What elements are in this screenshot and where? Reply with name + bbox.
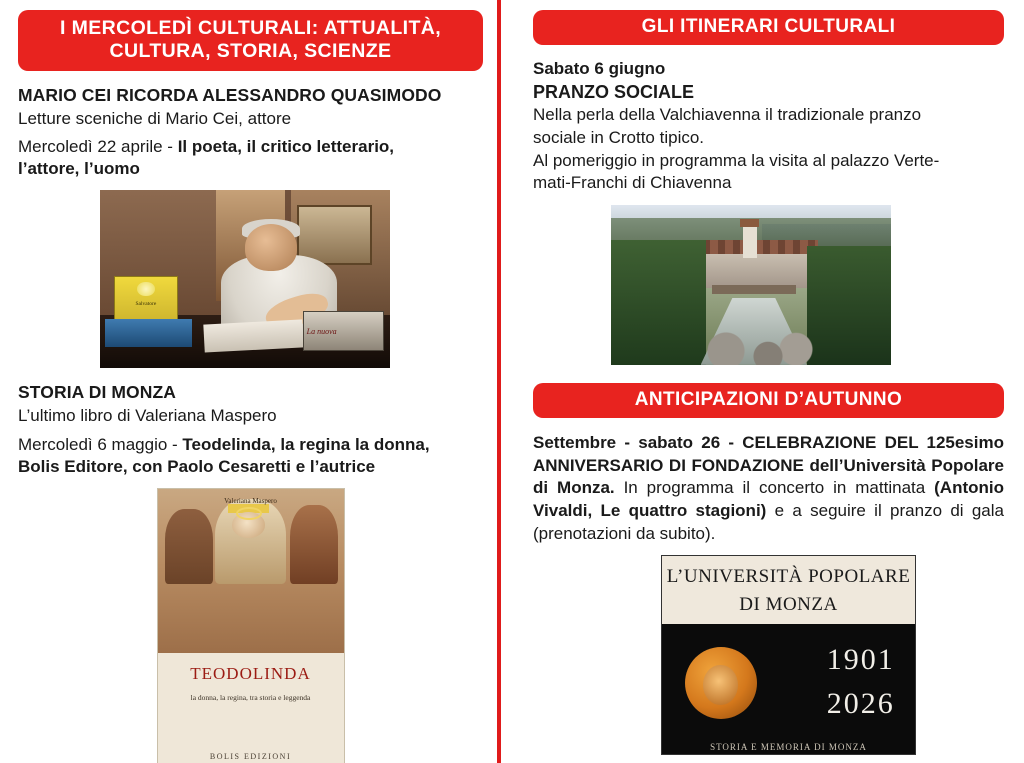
cover-author: Valeriana Maspero bbox=[224, 497, 277, 506]
event-storia-di-monza bbox=[18, 382, 483, 763]
event-date: Mercoledì 6 maggio - bbox=[18, 434, 183, 454]
event-date-line bbox=[18, 434, 483, 456]
teodolinda-book-cover bbox=[157, 488, 345, 763]
event-title: MARIO CEI RICORDA ALESSANDRO QUASIMODO bbox=[18, 85, 442, 105]
banner-itinerari-culturali: GLI ITINERARI CULTURALI bbox=[533, 10, 1004, 45]
event-mario-cei bbox=[18, 85, 483, 368]
event-title: PRANZO SOCIALE bbox=[533, 82, 695, 103]
poster-year-to: 2026 bbox=[826, 686, 895, 720]
photo-papers bbox=[203, 320, 303, 354]
event-description-line-3: Al pomeriggio in programma la visita al palazzo Verte- bbox=[533, 150, 940, 170]
cover-figure-left bbox=[165, 509, 213, 584]
photo-rooftops bbox=[695, 240, 818, 254]
right-column bbox=[505, 0, 1024, 763]
banner-line-2: CULTURA, STORIA, SCIENZE bbox=[109, 40, 392, 62]
photo-yellow-book-title: Salvatore bbox=[135, 300, 157, 307]
poster-year-from: 1901 bbox=[826, 643, 895, 677]
event-description-plain-1: In programma il concerto in mattinata bbox=[614, 478, 935, 498]
cover-subtitle: la donna, la regina, tra storia e leggenda bbox=[190, 692, 311, 702]
photo-rocks bbox=[684, 330, 824, 365]
event-subtitle: L’ultimo libro di Valeriana Maspero bbox=[18, 406, 277, 426]
photo-right-book bbox=[303, 311, 384, 350]
photo-right-book-label: La nuova bbox=[306, 327, 337, 337]
event-description-bold-1: Settembre - sabato 26 - CELEBRAZIONE DEL 125esimo ANNIVERSARIO DI FONDAZIONE dell’Università Popolare di Monza. bbox=[533, 433, 1004, 498]
event-date-line-2 bbox=[18, 158, 483, 180]
event-highlight: Teodelinda, la regina la donna, bbox=[182, 434, 430, 454]
universita-popolare-poster bbox=[661, 555, 916, 755]
poster-line-2: DI MONZA bbox=[739, 593, 838, 615]
cover-illustration bbox=[158, 489, 344, 653]
photo-bell-tower bbox=[743, 226, 757, 258]
event-description-line-4: mati-Franchi di Chiavenna bbox=[533, 173, 732, 193]
event-date-line-2 bbox=[18, 456, 483, 478]
event-subtitle: Letture sceniche di Mario Cei, attore bbox=[18, 109, 292, 128]
cover-publisher: BOLIS EDIZIONI bbox=[209, 751, 292, 761]
event-highlight: Il poeta, il critico letterario, bbox=[177, 137, 395, 157]
event-description-bold-2: (Antonio Vivaldi, Le quattro stagioni) bbox=[533, 478, 1004, 521]
event-pranzo-sociale bbox=[533, 59, 1004, 364]
event-title: STORIA DI MONZA bbox=[18, 382, 177, 403]
cover-figure-right bbox=[290, 505, 338, 584]
event-anticipazioni-autunno bbox=[533, 432, 1004, 755]
event-description-plain-2: e a seguire il pranzo di gala (prenotazioni da subito). bbox=[533, 501, 1004, 543]
cover-title: TEODOLINDA bbox=[190, 664, 311, 684]
photo-bridge bbox=[712, 285, 796, 295]
event-highlight-2: Bolis Editore, con Paolo Cesaretti e l’autrice bbox=[18, 456, 376, 476]
poster-medal-face bbox=[703, 665, 738, 705]
event-date: Mercoledì 22 aprile - bbox=[18, 137, 178, 157]
poster-line-1: L’UNIVERSITÀ POPOLARE bbox=[666, 566, 911, 588]
column-divider bbox=[497, 0, 501, 763]
event-description bbox=[533, 432, 1004, 545]
left-column bbox=[0, 0, 497, 763]
event-highlight-2: l’attore, l’uomo bbox=[18, 159, 140, 179]
event-description-line-1: Nella perla della Valchiavenna il tradizionale pranzo bbox=[533, 105, 922, 125]
event-date: Sabato 6 giugno bbox=[533, 59, 666, 79]
event-date-line bbox=[18, 136, 483, 158]
banner-anticipazioni-autunno: ANTICIPAZIONI D’AUTUNNO bbox=[533, 383, 1004, 418]
photo-blue-book bbox=[105, 319, 192, 347]
photo-yellow-book-circle bbox=[137, 282, 154, 296]
valchiavenna-village-photo bbox=[611, 205, 891, 365]
poster-medal bbox=[685, 647, 757, 719]
event-description-line-2: sociale in Crotto tipico. bbox=[533, 128, 705, 148]
cover-halo bbox=[236, 507, 262, 520]
poster-footer: STORIA E MEMORIA DI MONZA bbox=[710, 742, 867, 753]
banner-line-1: I MERCOLEDÌ CULTURALI: ATTUALITÀ, bbox=[59, 17, 442, 39]
banner-mercoledi-culturali bbox=[18, 10, 483, 71]
photo-person-head bbox=[245, 224, 297, 270]
mario-cei-photo bbox=[100, 190, 390, 368]
